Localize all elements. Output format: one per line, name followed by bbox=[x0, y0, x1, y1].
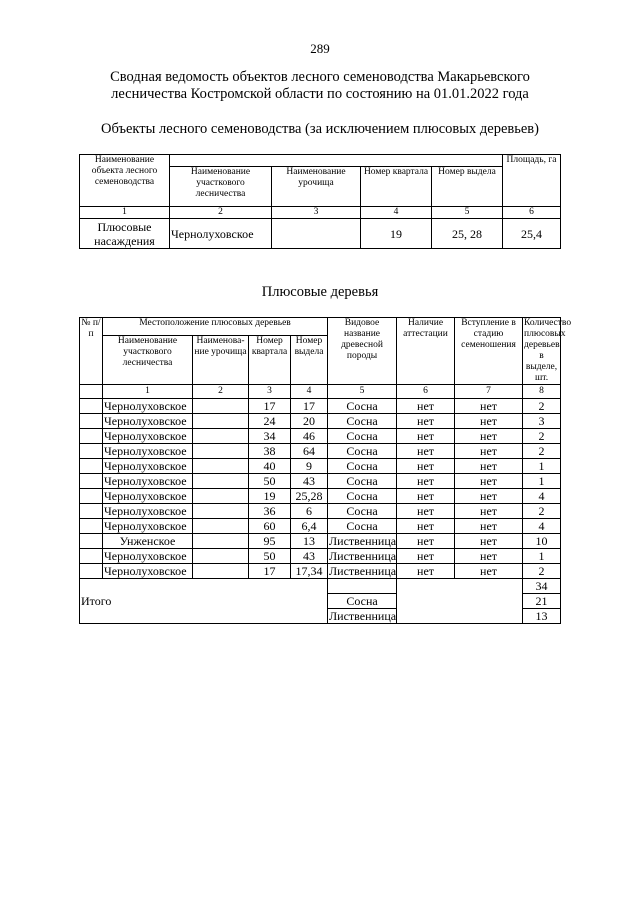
row-section: 43 bbox=[291, 549, 328, 564]
row-tract bbox=[193, 564, 249, 579]
row-quarter: 36 bbox=[249, 504, 291, 519]
row-count: 1 bbox=[523, 474, 561, 489]
row-count: 4 bbox=[523, 489, 561, 504]
row-district: Чернолуховское bbox=[103, 549, 193, 564]
row-quarter: 60 bbox=[249, 519, 291, 534]
total-empty bbox=[455, 594, 523, 609]
row-tract bbox=[193, 489, 249, 504]
row-section: 13 bbox=[291, 534, 328, 549]
row-seed-stage: нет bbox=[455, 504, 523, 519]
t2-header-tract: Наименова- ние урочища bbox=[193, 335, 249, 384]
row-count: 3 bbox=[523, 414, 561, 429]
total-overall: 34 bbox=[523, 579, 561, 594]
t2-header-count: Количество плюсовых деревьев в выделе, шт. bbox=[524, 318, 572, 383]
row-attestation: нет bbox=[397, 519, 455, 534]
table-row bbox=[80, 474, 561, 489]
t1-header-tract: Наименование урочища bbox=[272, 167, 361, 207]
row-num bbox=[80, 444, 103, 459]
t1-colnum: 5 bbox=[432, 207, 503, 219]
row-count: 1 bbox=[523, 459, 561, 474]
total-spacer bbox=[80, 579, 328, 594]
row-count: 4 bbox=[523, 519, 561, 534]
row-species: Лиственница bbox=[329, 534, 397, 548]
total-larch-label: Лиственница bbox=[329, 609, 397, 623]
row-num bbox=[80, 504, 103, 519]
document-title-line1: Сводная ведомость объектов лесного семеноводства Макарьевского bbox=[110, 69, 530, 85]
row-district: Чернолуховское bbox=[103, 444, 193, 459]
row-tract bbox=[193, 429, 249, 444]
row-attestation: нет bbox=[397, 504, 455, 519]
row-seed-stage: нет bbox=[455, 459, 523, 474]
row-species: Сосна bbox=[328, 474, 397, 489]
row-section: 6 bbox=[291, 504, 328, 519]
t1-tract bbox=[272, 219, 361, 249]
t2-colnum-empty bbox=[80, 385, 103, 399]
row-species: Сосна bbox=[328, 489, 397, 504]
row-attestation: нет bbox=[397, 489, 455, 504]
t2-colnum: 6 bbox=[397, 385, 455, 399]
page-number: 289 bbox=[310, 41, 330, 56]
row-num bbox=[80, 519, 103, 534]
section2-title: Плюсовые деревья bbox=[261, 284, 379, 300]
t1-header-location-group bbox=[170, 155, 503, 167]
t2-header-seed-stage: Вступление в стадию семеношения bbox=[455, 318, 523, 385]
row-attestation: нет bbox=[397, 474, 455, 489]
total-spacer bbox=[80, 609, 328, 624]
row-num bbox=[80, 534, 103, 549]
row-tract bbox=[193, 444, 249, 459]
table-row bbox=[80, 414, 561, 429]
row-section: 43 bbox=[291, 474, 328, 489]
row-section: 17 bbox=[291, 399, 328, 414]
t1-header-section: Номер выдела bbox=[432, 167, 503, 207]
row-attestation: нет bbox=[397, 534, 455, 549]
row-species: Сосна bbox=[328, 399, 397, 414]
t2-header-location-group: Местоположение плюсовых деревьев bbox=[103, 318, 328, 336]
total-row bbox=[80, 594, 561, 609]
t1-colnum: 2 bbox=[170, 207, 272, 219]
row-district: Чернолуховское bbox=[103, 474, 193, 489]
t2-header-section: Номер выдела bbox=[291, 335, 328, 384]
document-title-line2: лесничества Костромской области по состоянию на 01.01.2022 года bbox=[111, 86, 529, 102]
row-tract bbox=[193, 504, 249, 519]
total-empty bbox=[455, 579, 523, 594]
row-tract bbox=[193, 459, 249, 474]
row-num bbox=[80, 564, 103, 579]
row-district: Чернолуховское bbox=[103, 564, 193, 579]
row-district: Чернолуховское bbox=[103, 504, 193, 519]
row-count: 2 bbox=[523, 429, 561, 444]
table-row bbox=[80, 504, 561, 519]
t2-colnum: 7 bbox=[455, 385, 523, 399]
table-row bbox=[80, 429, 561, 444]
row-district: Унженское bbox=[103, 534, 193, 549]
row-district: Чернолуховское bbox=[103, 414, 193, 429]
row-tract bbox=[193, 414, 249, 429]
row-tract bbox=[193, 474, 249, 489]
t2-header-num: № п/п bbox=[80, 318, 103, 385]
row-quarter: 19 bbox=[249, 489, 291, 504]
table-row bbox=[80, 519, 561, 534]
t2-header-species: Видовое название древесной породы bbox=[328, 318, 397, 385]
row-seed-stage: нет bbox=[455, 534, 523, 549]
row-species: Лиственница bbox=[329, 549, 397, 563]
row-seed-stage: нет bbox=[455, 549, 523, 564]
row-district: Чернолуховское bbox=[103, 429, 193, 444]
total-species-empty bbox=[328, 579, 397, 594]
t1-area: 25,4 bbox=[503, 219, 561, 249]
plus-trees-table bbox=[79, 317, 572, 624]
row-seed-stage: нет bbox=[455, 429, 523, 444]
t1-header-district: Наименование участкового лесничества bbox=[170, 167, 272, 207]
table-row bbox=[80, 399, 561, 414]
row-seed-stage: нет bbox=[455, 489, 523, 504]
total-empty bbox=[397, 609, 455, 624]
row-num bbox=[80, 429, 103, 444]
row-quarter: 17 bbox=[249, 399, 291, 414]
total-empty bbox=[397, 579, 455, 594]
t1-header-object-name: Наименование объекта лесного семеноводства bbox=[80, 155, 170, 207]
row-attestation: нет bbox=[397, 549, 455, 564]
total-pine: 21 bbox=[523, 594, 561, 609]
row-tract bbox=[193, 399, 249, 414]
row-quarter: 50 bbox=[249, 549, 291, 564]
table-row bbox=[80, 534, 561, 549]
total-label: Итого bbox=[80, 594, 328, 609]
table-row bbox=[80, 549, 561, 564]
t1-header-quarter: Номер квартала bbox=[361, 167, 432, 207]
row-count: 2 bbox=[523, 564, 561, 579]
row-quarter: 24 bbox=[249, 414, 291, 429]
row-district: Чернолуховское bbox=[103, 459, 193, 474]
row-species: Сосна bbox=[328, 444, 397, 459]
total-empty bbox=[397, 594, 455, 609]
document-title bbox=[60, 69, 580, 103]
row-seed-stage: нет bbox=[455, 444, 523, 459]
row-species: Сосна bbox=[328, 414, 397, 429]
row-seed-stage: нет bbox=[455, 474, 523, 489]
row-section: 20 bbox=[291, 414, 328, 429]
table-row bbox=[80, 489, 561, 504]
t2-colnum: 5 bbox=[328, 385, 397, 399]
t2-header-quarter: Номер квартала bbox=[249, 335, 291, 384]
t1-colnum: 4 bbox=[361, 207, 432, 219]
t2-header-district: Наименование участкового лесничества bbox=[103, 335, 193, 384]
row-attestation: нет bbox=[397, 459, 455, 474]
row-tract bbox=[193, 549, 249, 564]
table-row bbox=[80, 459, 561, 474]
row-district: Чернолуховское bbox=[103, 519, 193, 534]
t1-colnum: 6 bbox=[503, 207, 561, 219]
t1-section: 25, 28 bbox=[432, 219, 503, 249]
row-attestation: нет bbox=[397, 414, 455, 429]
row-count: 2 bbox=[523, 444, 561, 459]
t1-row bbox=[80, 219, 561, 249]
t2-colnum: 4 bbox=[291, 385, 328, 399]
row-quarter: 38 bbox=[249, 444, 291, 459]
t2-header-attestation: Наличие аттестации bbox=[397, 318, 455, 385]
total-empty bbox=[455, 609, 523, 624]
row-seed-stage: нет bbox=[455, 414, 523, 429]
row-attestation: нет bbox=[397, 429, 455, 444]
t2-colnum: 2 bbox=[193, 385, 249, 399]
row-count: 1 bbox=[523, 549, 561, 564]
table-row bbox=[80, 444, 561, 459]
row-num bbox=[80, 489, 103, 504]
row-attestation: нет bbox=[397, 444, 455, 459]
row-species: Сосна bbox=[328, 504, 397, 519]
row-count: 2 bbox=[523, 504, 561, 519]
row-section: 17,34 bbox=[291, 564, 328, 579]
t2-colnum: 3 bbox=[249, 385, 291, 399]
row-seed-stage: нет bbox=[455, 564, 523, 579]
row-species: Сосна bbox=[328, 459, 397, 474]
total-larch: 13 bbox=[523, 609, 561, 624]
row-tract bbox=[193, 534, 249, 549]
row-tract bbox=[193, 519, 249, 534]
row-section: 6,4 bbox=[291, 519, 328, 534]
row-species: Сосна bbox=[328, 519, 397, 534]
row-species: Сосна bbox=[328, 429, 397, 444]
row-seed-stage: нет bbox=[455, 399, 523, 414]
t1-header-area: Площадь, га bbox=[503, 155, 561, 207]
seed-objects-table bbox=[79, 154, 561, 249]
row-num bbox=[80, 474, 103, 489]
t1-object-name: Плюсовые насаждения bbox=[80, 219, 170, 249]
t1-district: Чернолуховское bbox=[170, 219, 272, 249]
t1-quarter: 19 bbox=[361, 219, 432, 249]
total-row bbox=[80, 579, 561, 594]
row-species: Лиственница bbox=[329, 564, 397, 578]
row-count: 10 bbox=[523, 534, 561, 549]
row-num bbox=[80, 459, 103, 474]
row-district: Чернолуховское bbox=[103, 489, 193, 504]
t2-colnum: 1 bbox=[103, 385, 193, 399]
row-seed-stage: нет bbox=[455, 519, 523, 534]
row-attestation: нет bbox=[397, 564, 455, 579]
row-num bbox=[80, 399, 103, 414]
row-count: 2 bbox=[523, 399, 561, 414]
row-section: 25,28 bbox=[291, 489, 328, 504]
row-quarter: 95 bbox=[249, 534, 291, 549]
row-attestation: нет bbox=[397, 399, 455, 414]
total-row bbox=[80, 609, 561, 624]
row-quarter: 34 bbox=[249, 429, 291, 444]
row-num bbox=[80, 414, 103, 429]
t1-colnum: 3 bbox=[272, 207, 361, 219]
row-quarter: 50 bbox=[249, 474, 291, 489]
total-pine-label: Сосна bbox=[328, 594, 397, 609]
row-quarter: 17 bbox=[249, 564, 291, 579]
row-section: 9 bbox=[291, 459, 328, 474]
t1-colnum: 1 bbox=[80, 207, 170, 219]
row-district: Чернолуховское bbox=[103, 399, 193, 414]
row-num bbox=[80, 549, 103, 564]
row-section: 64 bbox=[291, 444, 328, 459]
section1-title: Объекты лесного семеноводства (за исключением плюсовых деревьев) bbox=[101, 121, 539, 137]
table-row bbox=[80, 564, 561, 579]
t2-colnum: 8 bbox=[523, 385, 561, 399]
row-section: 46 bbox=[291, 429, 328, 444]
row-quarter: 40 bbox=[249, 459, 291, 474]
